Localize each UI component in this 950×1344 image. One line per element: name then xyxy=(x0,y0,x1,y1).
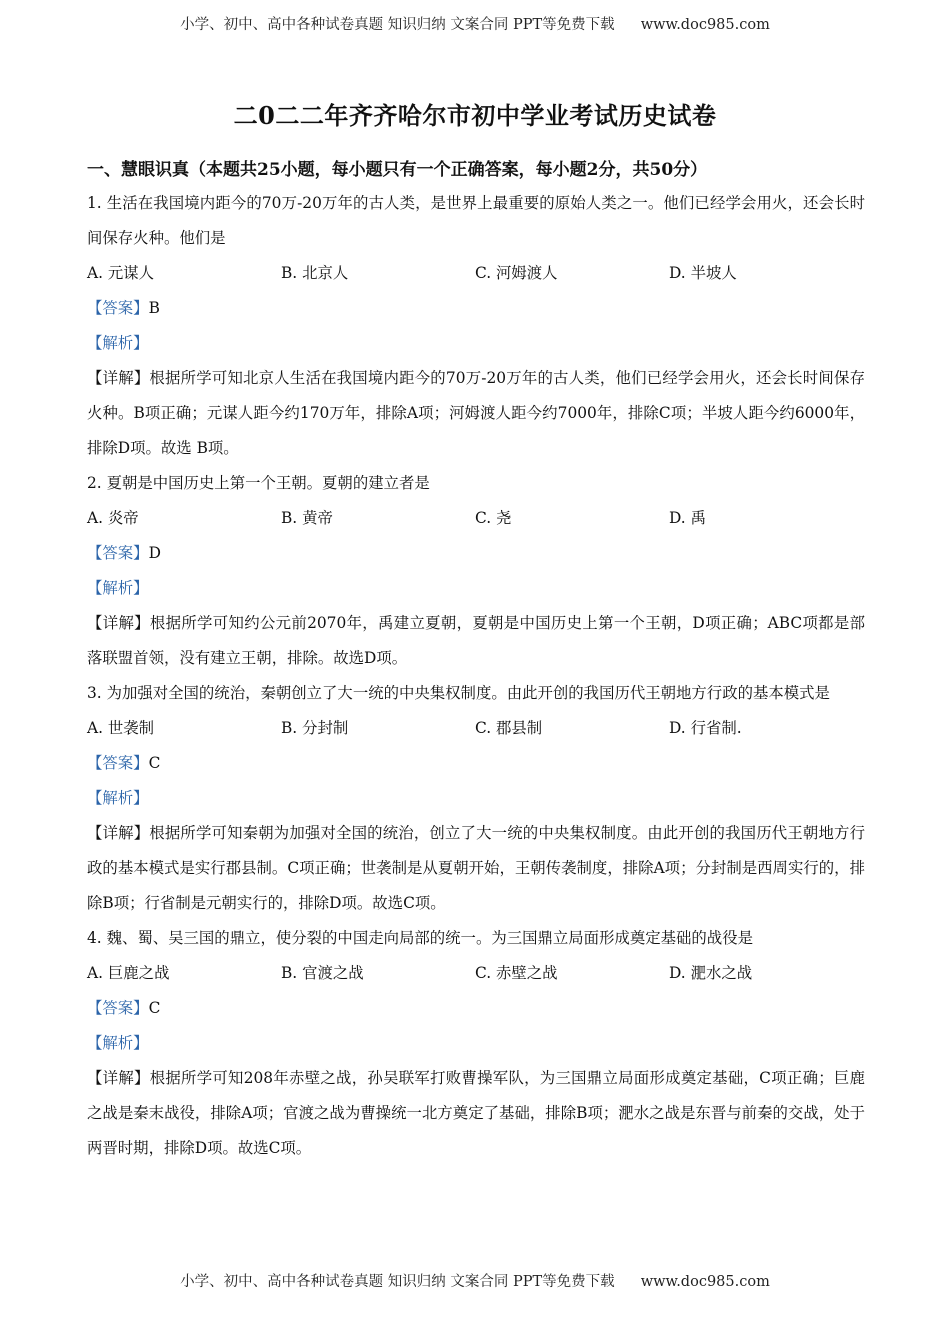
answer-value: C xyxy=(148,754,161,772)
detail-text: 根据所学可知北京人生活在我国境内距今的70万-20万年的古人类，他们已经学会用火，还会长时间保存火种。B项正确；元谋人距今约170万年，排除A项；河姆渡人距今约7000年，排除C项；半坡人距今约6000年，排除D项。故选 B项。 xyxy=(87,369,865,457)
answer-line xyxy=(87,746,865,781)
header-text: 小学、初中、高中各种试卷真题 知识归纳 文案合同 PPT等免费下载 xyxy=(180,17,615,33)
option-c: C. 郡县制 xyxy=(475,719,543,737)
option-c: C. 河姆渡人 xyxy=(475,264,558,282)
option-row xyxy=(87,711,865,746)
answer-line xyxy=(87,536,865,571)
answer-value: B xyxy=(148,299,160,317)
analysis-tag: 【解析】 xyxy=(87,334,149,352)
option-c: C. 赤壁之战 xyxy=(475,964,558,982)
analysis-line xyxy=(87,1026,865,1061)
question-1 xyxy=(87,186,865,466)
question-3 xyxy=(87,676,865,921)
section-heading: 一、慧眼识真（本题共25小题，每小题只有一个正确答案，每小题2分，共50分） xyxy=(87,160,708,180)
detail-paragraph xyxy=(87,361,865,466)
option-d: D. 禹 xyxy=(669,509,706,527)
detail-paragraph xyxy=(87,606,865,676)
page-header xyxy=(0,13,950,34)
detail-paragraph xyxy=(87,816,865,921)
answer-tag: 【答案】 xyxy=(87,754,149,772)
option-b: B. 分封制 xyxy=(281,719,349,737)
answer-tag: 【答案】 xyxy=(87,999,149,1017)
option-row xyxy=(87,956,865,991)
detail-paragraph xyxy=(87,1061,865,1166)
option-b: B. 北京人 xyxy=(281,264,349,282)
option-d: D. 半坡人 xyxy=(669,264,737,282)
detail-tag: 【详解】 xyxy=(87,1069,150,1087)
answer-tag: 【答案】 xyxy=(87,544,149,562)
answer-value: D xyxy=(148,544,161,562)
document-title: 二0二二年齐齐哈尔市初中学业考试历史试卷 xyxy=(233,101,717,130)
question-stem: 3. 为加强对全国的统治，秦朝创立了大一统的中央集权制度。由此开创的我国历代王朝地方行政的基本模式是 xyxy=(87,684,830,702)
option-d: D. 行省制. xyxy=(669,719,742,737)
answer-value: C xyxy=(148,999,161,1017)
analysis-line xyxy=(87,781,865,816)
answer-line xyxy=(87,291,865,326)
footer-text: 小学、初中、高中各种试卷真题 知识归纳 文案合同 PPT等免费下载 xyxy=(180,1274,615,1290)
detail-text: 根据所学可知秦朝为加强对全国的统治，创立了大一统的中央集权制度。由此开创的我国历代王朝地方行政的基本模式是实行郡县制。C项正确；世袭制是从夏朝开始，王朝传袭制度，排除A项；分封制是西周实行的，排除B项；行省制是元朝实行的，排除D项。故选C项。 xyxy=(87,824,865,912)
question-stem: 2. 夏朝是中国历史上第一个王朝。夏朝的建立者是 xyxy=(87,474,430,492)
option-a: A. 巨鹿之战 xyxy=(87,964,170,982)
question-stem: 1. 生活在我国境内距今的70万-20万年的古人类，是世界上最重要的原始人类之一。他们已经学会用火，还会长时间保存火种。他们是 xyxy=(87,194,865,247)
header-site-link[interactable]: www.doc985.com xyxy=(640,17,770,33)
option-row xyxy=(87,256,865,291)
question-4 xyxy=(87,921,865,1166)
option-a: A. 元谋人 xyxy=(87,264,155,282)
footer-site-link[interactable]: www.doc985.com xyxy=(640,1274,770,1290)
analysis-tag: 【解析】 xyxy=(87,1034,149,1052)
question-list xyxy=(87,186,865,1166)
option-a: A. 炎帝 xyxy=(87,509,139,527)
page-footer xyxy=(0,1270,950,1291)
analysis-tag: 【解析】 xyxy=(87,789,149,807)
option-b: B. 官渡之战 xyxy=(281,964,364,982)
detail-text: 根据所学可知约公元前2070年，禹建立夏朝，夏朝是中国历史上第一个王朝，D项正确；ABC项都是部落联盟首领，没有建立王朝，排除。故选D项。 xyxy=(87,614,865,667)
option-row xyxy=(87,501,865,536)
detail-tag: 【详解】 xyxy=(87,824,150,842)
question-stem: 4. 魏、蜀、吴三国的鼎立，使分裂的中国走向局部的统一。为三国鼎立局面形成奠定基础的战役是 xyxy=(87,929,753,947)
option-d: D. 淝水之战 xyxy=(669,964,753,982)
analysis-line xyxy=(87,326,865,361)
answer-tag: 【答案】 xyxy=(87,299,149,317)
detail-tag: 【详解】 xyxy=(87,369,150,387)
option-c: C. 尧 xyxy=(475,509,512,527)
analysis-tag: 【解析】 xyxy=(87,579,149,597)
detail-text: 根据所学可知208年赤壁之战，孙吴联军打败曹操军队，为三国鼎立局面形成奠定基础，C项正确；巨鹿之战是秦末战役，排除A项；官渡之战为曹操统一北方奠定了基础，排除B项；淝水之战是东晋与前秦的交战，处于两晋时期，排除D项。故选C项。 xyxy=(87,1069,865,1157)
option-b: B. 黄帝 xyxy=(281,509,333,527)
option-a: A. 世袭制 xyxy=(87,719,155,737)
answer-line xyxy=(87,991,865,1026)
detail-tag: 【详解】 xyxy=(87,614,150,632)
analysis-line xyxy=(87,571,865,606)
question-2 xyxy=(87,466,865,676)
